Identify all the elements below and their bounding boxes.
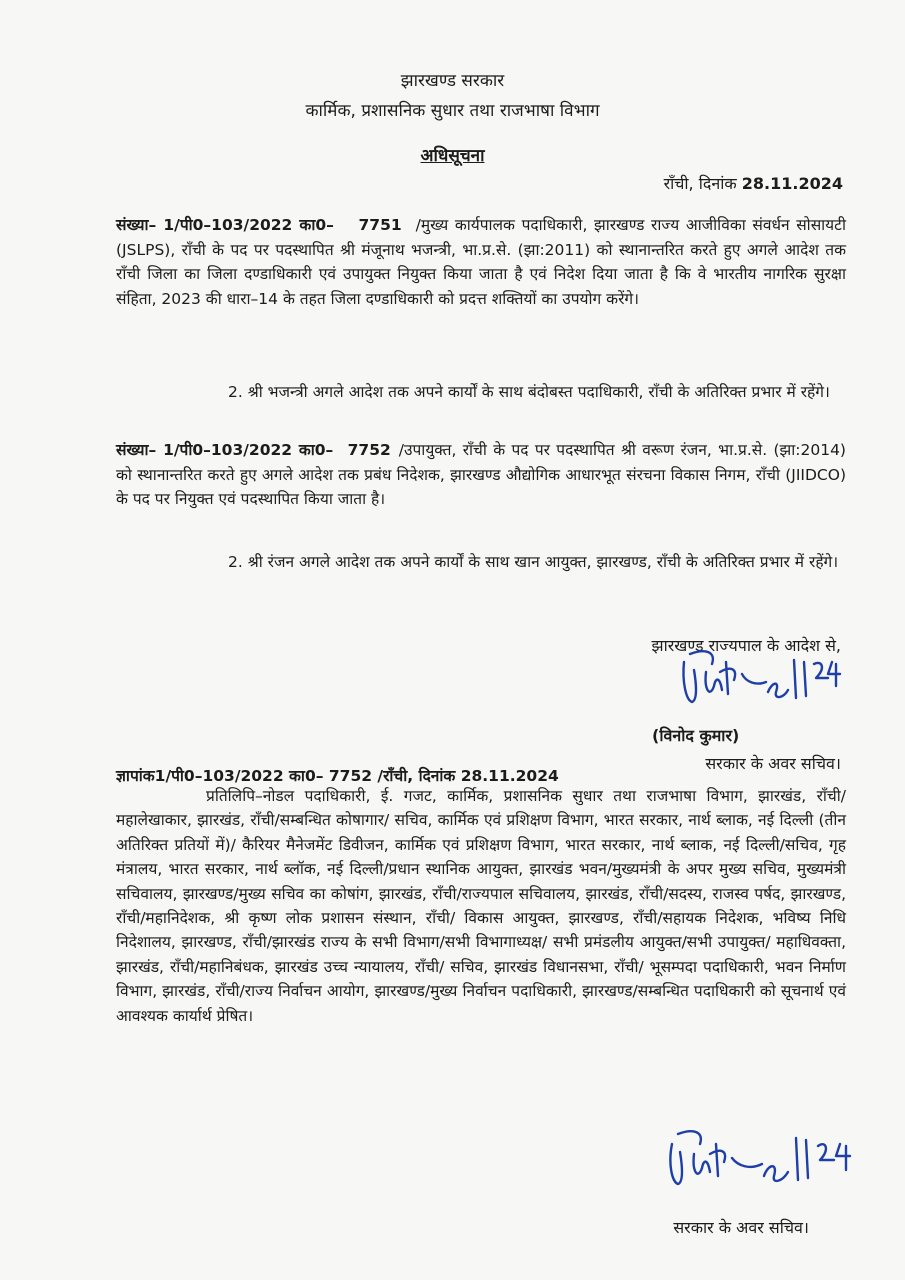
order-2-body: /उपायुक्त, राँची के पद पर पदस्थापित श्री वरूण रंजन, भा.प्र.से. (झा:2014) को स्थानान्तरित करते हुए अगले आदेश तक प्रबंध निदेशक, झारखण्ड औद्योगिक आधारभूत संरचना विकास निगम, राँची (JIIDCO) के पद पर नियुक्त एवं पदस्थापित किया जाता है। bbox=[116, 441, 846, 509]
order-1-body: /मुख्य कार्यपालक पदाधिकारी, झारखण्ड राज्य आजीविका संवर्धन सोसायटी (JSLPS), राँची के पद पर पदस्थापित श्री मंजूनाथ भजन्त्री, भा.प्र.से. (झा:2011) को स्थानान्तरित करते हुए अगले आदेश तक राँची जिला का जिला दण्डाधिकारी एवं उपायुक्त नियुक्त किया जाता है एवं निदेश दिया जाता है कि वे भारतीय नागरिक सुरक्षा संहिता, 2023 की धारा–14 के तहत जिला दण्डाधिकारी को प्रदत्त शक्तियों का उपयोग करेंगे। bbox=[116, 216, 846, 308]
order-2-paragraph bbox=[116, 438, 846, 512]
order-2-number: 7752 bbox=[347, 441, 391, 459]
notification-title: अधिसूचना bbox=[420, 146, 485, 166]
signature-1-graphic bbox=[676, 642, 846, 712]
signature-2-graphic bbox=[660, 1118, 860, 1193]
order-1-para-2: 2. श्री भजन्त्री अगले आदेश तक अपने कार्यों के साथ बंदोबस्त पदाधिकारी, राँची के अतिरिक्त प्रभार में रहेंगे। bbox=[228, 383, 830, 401]
by-order-line: झारखण्ड राज्यपाल के आदेश से, bbox=[651, 636, 841, 655]
order-2-para-2: 2. श्री रंजन अगले आदेश तक अपने कार्यों के साथ खान आयुक्त, झारखण्ड, राँची के अतिरिक्त प्रभार में रहेंगे। bbox=[228, 553, 839, 571]
signatory-designation: सरकार के अवर सचिव। bbox=[705, 754, 841, 773]
signature-2 bbox=[660, 1118, 860, 1193]
place-date: राँची, दिनांक 28.11.2024 bbox=[663, 174, 843, 193]
government-heading: झारखण्ड सरकार bbox=[400, 71, 505, 91]
department-heading: कार्मिक, प्रशासनिक सुधार तथा राजभाषा विभाग bbox=[305, 101, 600, 121]
order-1-paragraph bbox=[116, 213, 846, 311]
copy-distribution-list: प्रतिलिपि–नोडल पदाधिकारी, ई. गजट, कार्मिक, प्रशासनिक सुधार तथा राजभाषा विभाग, झारखंड, राँची/महालेखाकार, झारखंड, राँची/सम्बन्धित कोषागार/ सचिव, कार्मिक एवं प्रशिक्षण विभाग, भारत सरकार, नार्थ ब्लाक, नई दिल्ली (तीन अतिरिक्त प्रतियों में)/ कैरियर मैनेजमेंट डिवीजन, कार्मिक एवं प्रशिक्षण विभाग, भारत सरकार, नार्थ ब्लाक, नई दिल्ली/सचिव, गृह मंत्रालय, भारत सरकार, नार्थ ब्लॉक, नई दिल्ली/प्रधान स्थानिक आयुक्त, झारखंड भवन/मुख्यमंत्री के अपर मुख्य सचिव, मुख्यमंत्री सचिवालय, झारखण्ड/मुख्य सचिव का कोषांग, झारखंड, राँची/राज्यपाल सचिवालय, झारखंड, राँची/सदस्य, राजस्व पर्षद, झारखण्ड, राँची/महानिदेशक, श्री कृष्ण लोक प्रशासन संस्थान, राँची/ विकास आयुक्त, झारखण्ड, राँची/सहायक निदेशक, भविष्य निधि निदेशालय, झारखण्ड, राँची/झारखंड राज्य के सभी विभाग/सभी विभागाध्यक्ष/ सभी प्रमंडलीय आयुक्त/सभी उपायुक्त/ महाधिवक्ता, झारखंड, राँची/महानिबंधक, झारखंड उच्च न्यायालय, राँची/ सचिव, झारखंड विधानसभा, राँची/ भूसम्पदा पदाधिकारी, भवन निर्माण विभाग, झारखंड, राँची/राज्य निर्वाचन आयोग, झारखण्ड/मुख्य निर्वाचन पदाधिकारी, झारखण्ड/सम्बन्धित पदाधिकारी को सूचनार्थ एवं आवश्यक कार्यार्थ प्रेषित। bbox=[116, 787, 846, 1025]
order-2-ref: संख्या– 1/पी0–103/2022 का0– bbox=[116, 441, 334, 459]
signature-1 bbox=[676, 642, 846, 712]
memo-designation: सरकार के अवर सचिव। bbox=[673, 1218, 809, 1237]
order-1-number: 7751 bbox=[358, 216, 402, 234]
memo-reference: ज्ञापांक1/पी0–103/2022 का0– 7752 /राँची, दिनांक 28.11.2024 bbox=[116, 767, 559, 785]
order-1-ref: संख्या– 1/पी0–103/2022 का0– bbox=[116, 216, 334, 234]
signatory-name: (विनोद कुमार) bbox=[652, 726, 740, 745]
